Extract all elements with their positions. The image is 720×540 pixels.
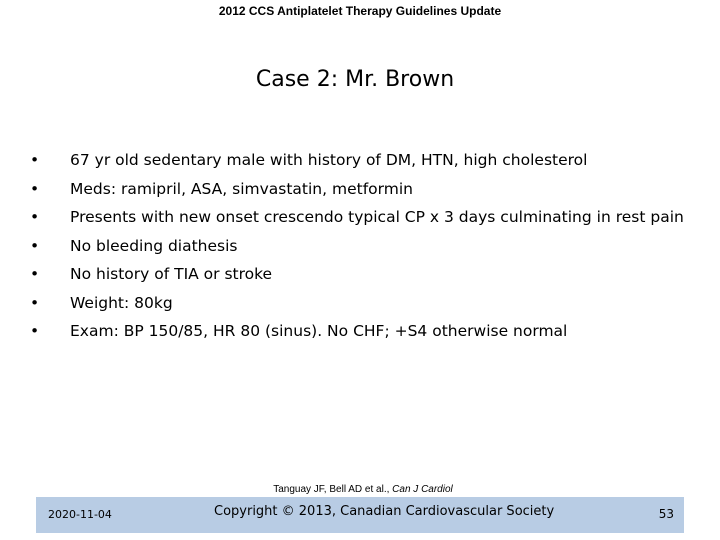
slide-header: 2012 CCS Antiplatelet Therapy Guidelines Update xyxy=(218,4,502,18)
bullet-item xyxy=(30,291,690,315)
bullet-marker: • xyxy=(30,151,40,169)
bullet-item xyxy=(30,148,690,172)
bullet-text: No history of TIA or stroke xyxy=(70,265,273,283)
bullet-marker: • xyxy=(30,236,40,255)
bullet-text: Weight: 80kg xyxy=(70,293,173,312)
bullet-marker: • xyxy=(30,265,40,283)
bullet-item xyxy=(30,262,690,286)
footer-copyright: Copyright © 2013, Canadian Cardiovascular Society xyxy=(214,504,555,519)
bullet-item xyxy=(30,234,690,258)
citation-authors: Tanguay JF, Bell AD et al., xyxy=(273,484,390,495)
bullet-text: 67 yr old sedentary male with history of DM, HTN, high cholesterol xyxy=(70,151,588,169)
footer-bar xyxy=(36,497,684,533)
bullet-list xyxy=(30,148,690,348)
bullet-item xyxy=(30,319,690,343)
page-number: 53 xyxy=(658,507,674,521)
bullet-item xyxy=(30,177,690,201)
footer-date: 2020-11-04 xyxy=(48,508,112,521)
bullet-marker: • xyxy=(30,208,40,226)
bullet-text: Meds: ramipril, ASA, simvastatin, metformin xyxy=(70,179,413,198)
citation-journal: Can J Cardiol xyxy=(392,484,453,495)
bullet-marker: • xyxy=(30,322,40,340)
bullet-marker: • xyxy=(30,293,40,312)
bullet-text: Presents with new onset crescendo typical CP x 3 days culminating in rest pain xyxy=(70,208,684,226)
bullet-text: Exam: BP 150/85, HR 80 (sinus). No CHF; +S4 otherwise normal xyxy=(70,322,568,340)
bullet-marker: • xyxy=(30,179,40,198)
bullet-text: No bleeding diathesis xyxy=(70,236,238,255)
slide-title: Case 2: Mr. Brown xyxy=(255,67,455,92)
bullet-item xyxy=(30,205,690,229)
citation xyxy=(0,484,720,495)
